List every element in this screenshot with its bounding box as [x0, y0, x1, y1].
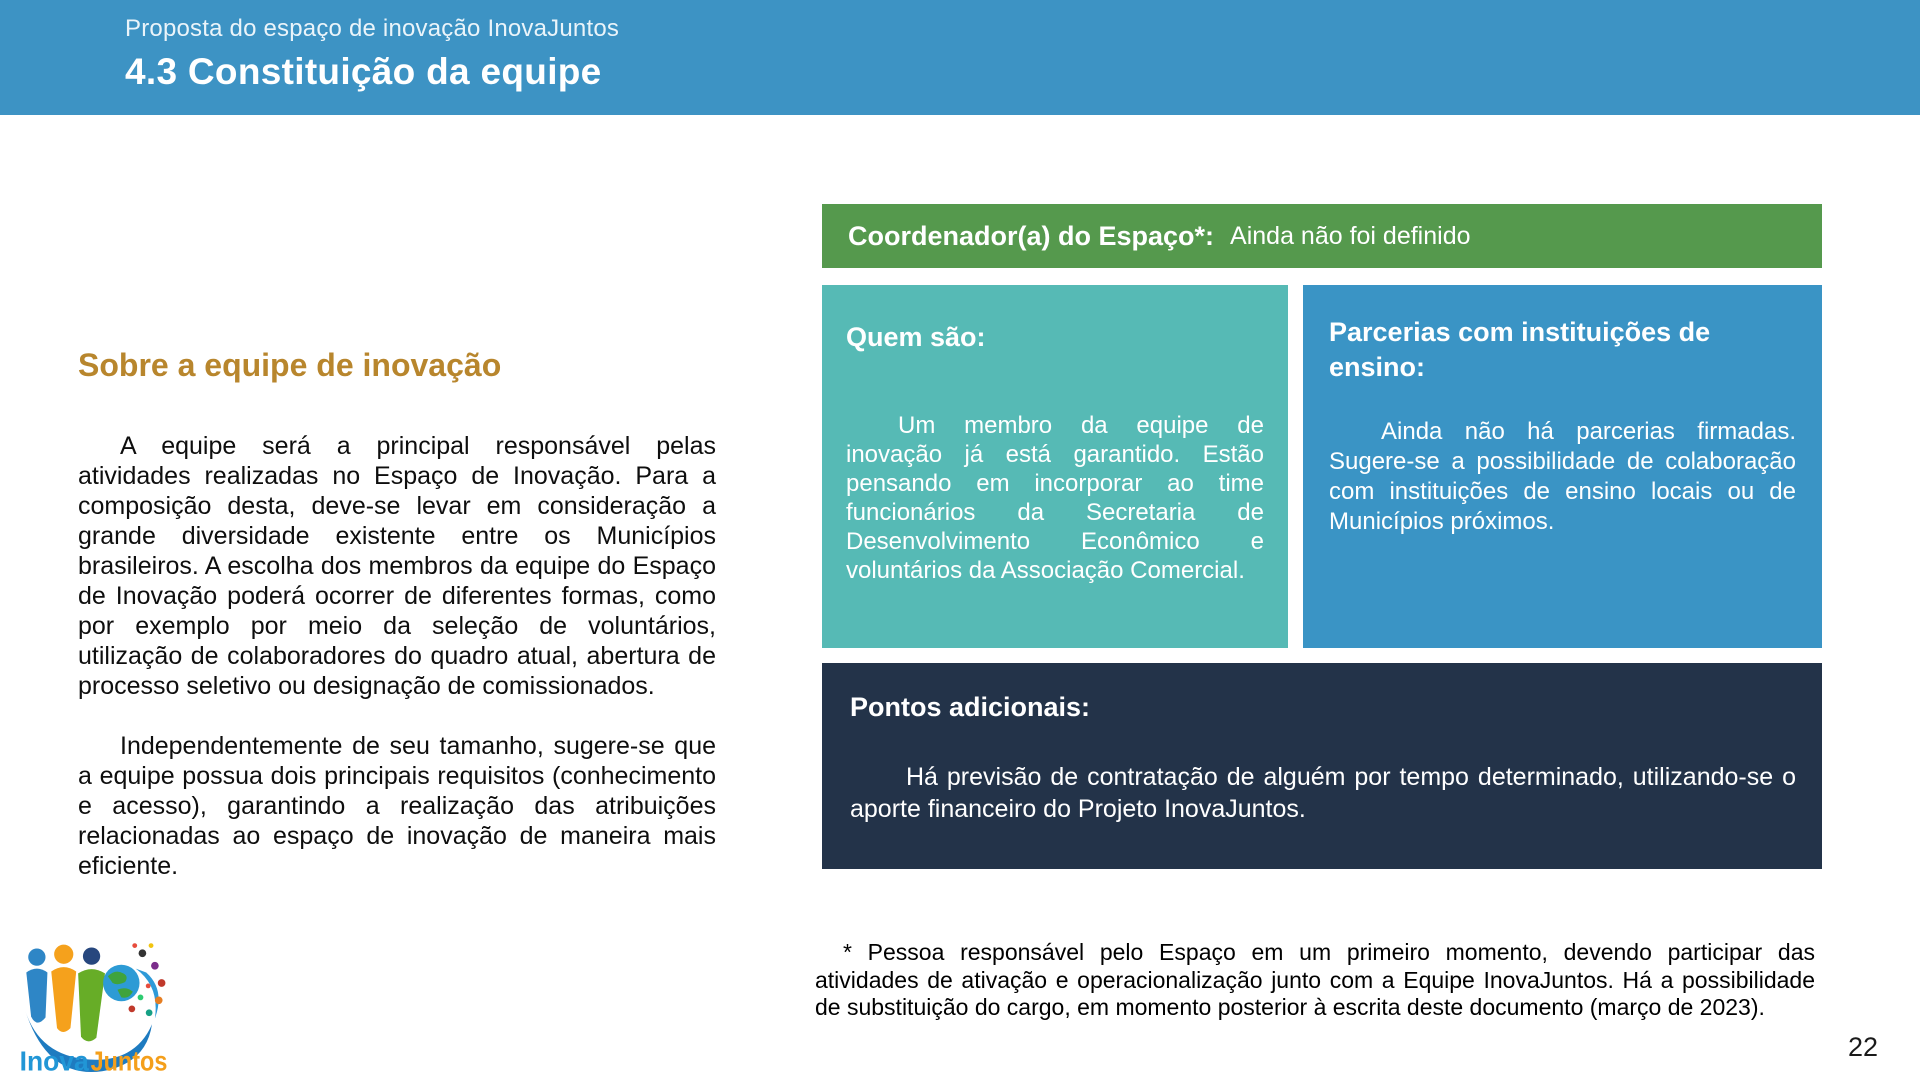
logo-person-blue-head — [28, 948, 45, 965]
logo-person-orange-head — [54, 945, 73, 964]
coordinator-label: Coordenador(a) do Espaço*: — [848, 220, 1215, 251]
logo-text-juntos: Juntos — [90, 1045, 168, 1077]
logo-dot — [132, 943, 137, 948]
logo-person-blue-body — [26, 969, 47, 1023]
partnerships-box-heading: Parcerias com instituições de ensino: — [1329, 317, 1711, 382]
logo-dot — [146, 983, 151, 988]
additional-box-heading: Pontos adicionais: — [850, 692, 1091, 722]
inovajuntos-logo — [12, 936, 174, 1078]
logo-person-green-head — [83, 948, 100, 965]
logo-dot — [155, 996, 163, 1004]
logo-person-orange-body — [51, 967, 76, 1032]
logo-person-green-body — [78, 969, 105, 1041]
logo-dot — [158, 979, 166, 987]
logo-dot — [146, 1009, 153, 1016]
page-number: 22 — [1848, 1032, 1879, 1062]
header-kicker: Proposta do espaço de inovação InovaJuntos — [125, 15, 620, 42]
header-band — [0, 0, 1920, 115]
who-box-heading: Quem são: — [846, 322, 986, 352]
about-paragraph-2: Independentemente de seu tamanho, sugere-se que a equipe possua dois principais requisitos (conhecimento e acesso), garantindo a realização das atribuições relacionadas ao espaço de inovação de maneira mais eficiente. — [78, 732, 716, 880]
about-section — [78, 346, 716, 881]
partnerships-box — [1303, 285, 1822, 648]
logo-dot — [139, 949, 147, 957]
about-heading: Sobre a equipe de inovação — [78, 347, 502, 383]
page-title: 4.3 Constituição da equipe — [125, 51, 602, 92]
logo-dot — [151, 962, 159, 970]
who-box — [822, 285, 1288, 648]
additional-box-body: Há previsão de contratação de alguém por tempo determinado, utilizando-se o aporte financeiro do Projeto InovaJuntos. — [850, 763, 1796, 823]
logo-dot — [149, 943, 154, 948]
who-box-body: Um membro da equipe de inovação já está garantido. Estão pensando em incorporar ao time funcionários da Secretaria de Desenvolvimento Econômico e voluntários da Associação Comercial. — [846, 412, 1264, 584]
logo-dot — [138, 995, 144, 1001]
coordinator-value: Ainda não foi definido — [1230, 221, 1471, 250]
coordinator-bar — [822, 204, 1822, 268]
additional-box — [822, 663, 1822, 869]
logo-dot — [129, 1006, 136, 1013]
about-paragraph-1: A equipe será a principal responsável pelas atividades realizadas no Espaço de Inovação. Para a composição desta, deve-se levar em consideração a grande diversidade existente entre os Municípios brasileiros. A escolha dos membros da equipe do Espaço de Inovação poderá ocorrer de diferentes formas, como por exemplo por meio da seleção de voluntários, utilização de colaboradores do quadro atual, abertura de processo seletivo ou designação de comissionados. — [78, 432, 716, 700]
logo-text-inova: Inova — [19, 1045, 90, 1077]
partnerships-box-body: Ainda não há parcerias firmadas. Sugere-se a possibilidade de colaboração com instituições de ensino locais ou de Municípios próximos. — [1329, 418, 1796, 535]
footnote: * Pessoa responsável pelo Espaço em um primeiro momento, devendo participar das atividades de ativação e operacionalização junto com a Equipe InovaJuntos. Há a possibilidade de substituição do cargo, em momento posterior à escrita deste documento (março de 2023). — [815, 939, 1815, 1020]
